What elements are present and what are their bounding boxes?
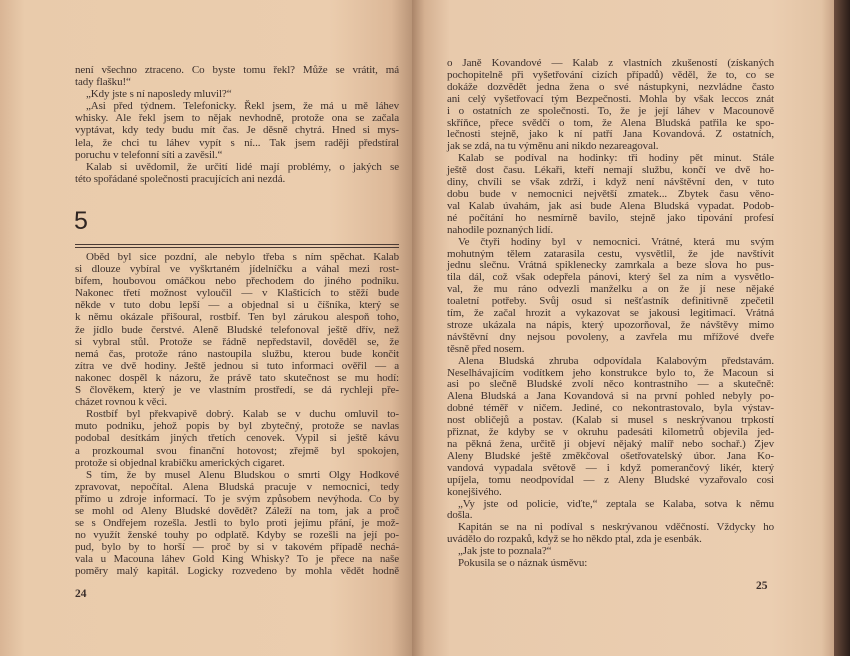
- text-line: S člověkem, který je ve vlastním prostředí, se dá rychleji pře-: [75, 384, 399, 397]
- text-line: se s Ondřejem rozešla. Jestli to bylo proti jejímu přání, je mož-: [75, 517, 399, 530]
- text-line: dokáže dozvědět jedna žena o své nástupkyni, nezvládne často: [447, 80, 774, 93]
- text-line: Kapitán se na ni podíval s neskrývanou vděčností. Vždycky ho: [458, 521, 774, 534]
- text-line: upíjela, tomu neodpovídal — z Aleny Bludské vyzařovalo cosi: [447, 473, 774, 486]
- text-line: na pěkná žena, určitě ji objeví nějaký malíř nebo sochař.) Zjev: [447, 438, 774, 450]
- text-line: dobné téměř v ničem. Jediné, co nekontrastovalo, byla výstav-: [447, 402, 774, 415]
- text-line: někde v tuto dobu lepší — a objednal si u číšníka, který se: [75, 299, 399, 312]
- text-line: „Vy jste od policie, viďte,“ zeptala se Kalaba, sotva k němu: [458, 497, 774, 510]
- text-line: Kalab se podíval na hodinky: tři hodiny pět minut. Stále: [458, 152, 774, 165]
- text-line: zpravovat, nepočítal. Alena Bludská pracuje v nemocnici, tedy: [75, 480, 399, 493]
- text-line: návštěvní dny nejsou povoleny, a zavřela mu mřížové dveře: [447, 330, 774, 343]
- paragraph: [447, 356, 774, 499]
- text-line: ani celý vyšetřovací tým Bezpečnosti. Mohla by však leccos znát: [447, 92, 774, 105]
- text-line: tady flašku!“: [75, 76, 131, 89]
- text-line: nost obličejů a postav. (Kalab si musel s neskrývanou trpkostí: [447, 414, 774, 427]
- paragraph: [447, 58, 774, 153]
- paragraph: [75, 251, 399, 408]
- text-line: cházet rovnou k věci.: [75, 396, 167, 409]
- page-number-right: 25: [756, 580, 768, 592]
- text-line: Aleny Bludské ještě změkčoval ošetřovatelský úbor. Jana Ko-: [447, 449, 774, 462]
- text-line: nahodile poznaných lidí.: [447, 223, 554, 236]
- paragraph: [75, 88, 399, 100]
- text-line: né počítání ho nesmírně bavilo, stejně jako tipování profesí: [447, 211, 774, 224]
- text-line: těsně před nosem.: [447, 342, 525, 355]
- text-line: tila dál, což však odepřela pánovi, který šel za ním a vysvětlo-: [447, 271, 774, 284]
- text-line: vandová vypadala světově — i když pomerančový likér, který: [447, 461, 774, 474]
- text-line: Pokusila se o náznak úsměvu:: [458, 557, 588, 570]
- text-line: tím, že začal hrozit a vykazovat se jakousi legitimací. Vrátná: [447, 307, 774, 320]
- text-line: stroze ukázala na nápis, který upozorňoval, že návštěvy mimo: [447, 318, 774, 331]
- paragraph: [447, 558, 774, 570]
- page-number-left: 24: [75, 588, 87, 600]
- right-page: [412, 0, 834, 656]
- text-line: protože si objednal krabičku amerických cigaret.: [75, 456, 285, 469]
- right-page-text: [447, 58, 774, 570]
- text-line: Alena Bludská a Jana Kovandová si na první pohled nebyly po-: [447, 390, 774, 403]
- paragraph: [75, 161, 399, 185]
- paragraph: [447, 522, 774, 546]
- book-edge: [834, 0, 850, 656]
- text-line: skříňce, přece svědčí o tom, že Alena Bludská patřila ke spo-: [447, 116, 774, 129]
- left-page: [0, 0, 412, 656]
- text-line: o Janě Kovandové — Kalab z vlastních zkušeností (získaných: [447, 57, 774, 69]
- text-line: nemá čas, protože ráno nastoupila službu, kterou bude končit: [75, 347, 399, 360]
- text-line: Oběd byl sice pozdní, ale nebylo třeba s ním spěchat. Kalab: [86, 251, 399, 263]
- text-line: lela, že chci tu láhev vypít s ní... Tak jsem raději předstíral: [75, 136, 399, 149]
- chapter-divider: [75, 244, 399, 248]
- text-line: jak se zdá, na tu výměnu ani nikdo nezareagoval.: [447, 140, 659, 153]
- left-page-chapter-text: [75, 251, 399, 578]
- text-line: Ve čtyři hodiny byl v nemocnici. Vrátné, která mu svým: [458, 235, 774, 248]
- text-line: podobal desítkám jiných třetích cenovek. Vypil si ještě kávu: [75, 432, 399, 445]
- text-line: této spořádané společnosti pracujících ani nezdá.: [75, 172, 286, 185]
- paragraph: [447, 499, 774, 523]
- text-line: si dlouze vybíral ve vyškrtaném jídelníčku a váhal mezi rost-: [75, 263, 399, 276]
- text-line: mohutným tělem zatarasila cestu, vysvětlil, že jde navštívit: [447, 247, 774, 260]
- text-line: no využít ženské touhy po odplatě. Kdyby se rozešli na její po-: [75, 529, 399, 542]
- text-line: „Kdy jste s ní naposledy mluvil?“: [86, 88, 232, 101]
- text-line: uvádělo do rozpaků, když se ho někdo ptal, zda je esenbák.: [447, 533, 702, 546]
- text-line: poměry malý kapitál. Logicky rozvedeno by mohla vědět hodně: [75, 565, 399, 578]
- text-line: pud, bylo by to horší — proč by si v takovém případě nechá-: [75, 541, 399, 554]
- text-line: pochopitelně při vyšetřování cizích případů) věděl, že to, co se: [447, 68, 774, 81]
- chapter-number: 5: [74, 207, 88, 235]
- text-line: val Kalab úvahám, jak asi bude Alena Bludská vypadat. Podob-: [447, 199, 774, 212]
- text-line: si vybral stůl. Protože se řádně nepředstavil, dověděl se, že: [75, 335, 399, 348]
- text-line: jednu slečnu. Vrátná spiklenecky zamrkala a beze slova ho pus-: [447, 259, 774, 272]
- text-line: whisky. Ale řekl jsem to nějak nevhodně, protože ona se začala: [75, 112, 399, 125]
- text-line: bífem, houbovou omáčkou nebo přechodem do jiného podniku.: [75, 275, 399, 288]
- text-line: „Asi před týdnem. Telefonicky. Řekl jsem, že má u mě láhev: [86, 100, 399, 113]
- text-line: a prozkoumal svou finanční hotovost; zřejmě byl spokojen,: [75, 444, 399, 457]
- text-line: val, že mu ráno odvezli manželku a on že jí nese nějaké: [447, 283, 774, 296]
- text-line: není všechno ztraceno. Co byste tomu řekl? Může se vrátit, má: [75, 64, 399, 76]
- text-line: přiznat, že kdyby se v okruhu padesáti kilometrů objevila jed-: [447, 426, 774, 439]
- text-line: toaletní potřeby. Svůj osud si nešťastník definitivně zpečetil: [447, 295, 774, 308]
- text-line: vala u Macouna láhev Gold King Whisky? To je přece na naše: [75, 553, 399, 566]
- text-line: konejšivého.: [447, 485, 502, 498]
- text-line: došla.: [447, 509, 473, 522]
- text-line: k němu okázale přišoural, rostbíf. Ten byl zárukou alespoň toho,: [75, 311, 399, 324]
- paragraph: [75, 64, 399, 88]
- text-line: diny, chvíli se však zdrží, i když není návštěvní den, v tuto: [447, 176, 774, 189]
- text-line: vyptávat, kdy tedy budu mít čas. Je děsně chytrá. Hned si mys-: [75, 124, 399, 137]
- text-line: Nakonec třetí možnost vyloučil — v Klašticích to stěží bude: [75, 287, 399, 300]
- paragraph: [447, 237, 774, 356]
- text-line: „Jak jste to poznala?“: [458, 545, 552, 558]
- text-line: Alena Bludská zhruba odpovídala Kalabovým představám.: [458, 354, 774, 367]
- paragraph: [75, 469, 399, 578]
- left-page-top-text: [75, 64, 399, 185]
- text-line: Kalab si uvědomil, že určití lidé mají problémy, o jakých se: [86, 160, 399, 173]
- text-line: přímo u zdroje informací. To je svým způsobem nevýhoda. Co by: [75, 492, 399, 505]
- text-line: Neselhávajícím vodítkem jeho konstrukce bylo to, že Macoun si: [447, 366, 774, 379]
- text-line: se mohl od Aleny Bludské dovědět? Záleží na tom, jak a proč: [75, 504, 399, 517]
- text-line: nakonec dospěl k názoru, že právě tato skutečnost se mu hodí:: [75, 371, 399, 384]
- text-line: zítra ve dvě hodiny. Ještě jednou si tuto informaci ověřil — a: [75, 359, 399, 372]
- text-line: Rostbíf byl překvapivě dobrý. Kalab se v duchu omluvil to-: [86, 408, 399, 421]
- paragraph: [75, 408, 399, 468]
- text-line: muto podniku, jehož popis by byl zbytečný, protože se navlas: [75, 420, 399, 433]
- text-line: i o ostatních ze společnosti. To, že je její láhev v Macounově: [447, 104, 774, 117]
- text-line: že jídlo bude čerstvé. Aleně Bludské telefonoval ještě dřív, než: [75, 323, 399, 336]
- text-line: dobu bude v nemocnici největší zmatek... Zbytek času věno-: [447, 187, 774, 200]
- text-line: poruchu v telefonní síti a zavěsil.“: [75, 148, 223, 161]
- paragraph: [75, 100, 399, 160]
- text-line: lečnosti stejně, jako k ní patří Jana Kovandová. Z ostatních,: [447, 128, 774, 141]
- text-line: S tím, že by musel Alenu Bludskou o smrti Olgy Hodkové: [86, 468, 399, 481]
- text-line: ještě dost času. Lékaři, kteří nemají službu, končí ve dvě ho-: [447, 164, 774, 177]
- paragraph: [447, 153, 774, 236]
- text-line: asi po slečně Bludské zvolí něco kontrastního — a skutečně:: [447, 378, 774, 391]
